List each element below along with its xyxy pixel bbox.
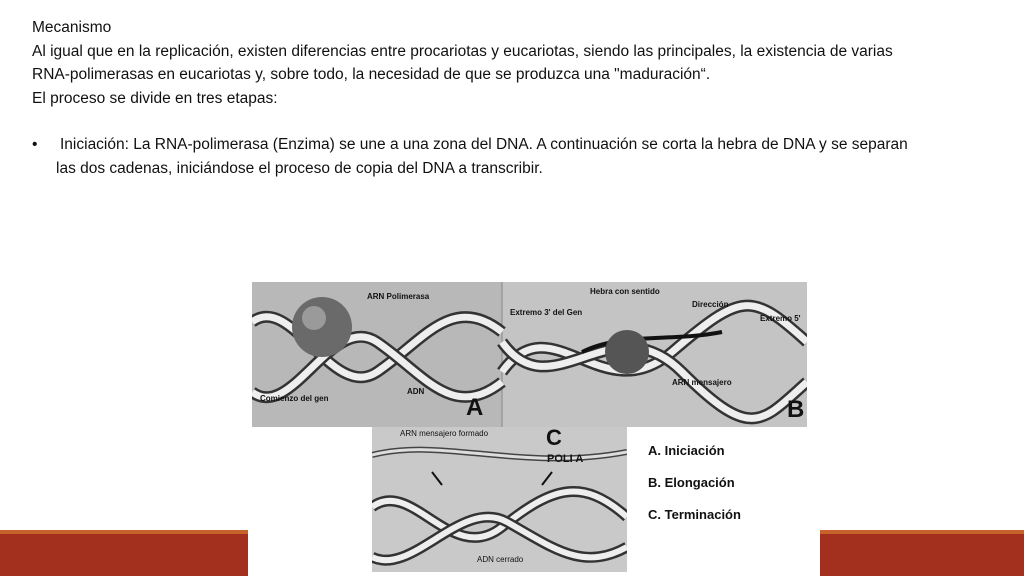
label-comienzo-gen: Comienzo del gen	[260, 394, 329, 403]
label-b: B	[787, 396, 805, 423]
label-direccion: Dirección	[692, 300, 729, 309]
footer-bar-right	[820, 534, 1024, 576]
legend-iniciacion: A. Iniciación	[648, 443, 725, 458]
figure-legend	[628, 427, 807, 534]
slide-title: Mecanismo	[32, 19, 112, 36]
label-extremo-3: Extremo 3' del Gen	[510, 308, 583, 317]
figure-panel-c	[372, 427, 627, 572]
legend-terminacion: C. Terminación	[648, 507, 741, 522]
label-arn-mensajero: ARN mensajero	[672, 378, 732, 387]
bullet-item-iniciacion	[32, 133, 912, 180]
label-hebra-sentido: Hebra con sentido	[590, 287, 660, 296]
label-poli-a: POLI A	[547, 453, 584, 465]
footer-bar-left	[0, 534, 248, 576]
label-adn: ADN	[407, 387, 425, 396]
spacer	[32, 110, 912, 133]
figure-panel-ab	[252, 282, 807, 427]
label-arn-polimerasa: ARN Polimerasa	[367, 292, 430, 301]
stages-intro: El proceso se divide en tres etapas:	[32, 89, 278, 107]
dna-helix-c-illustration	[372, 427, 627, 572]
bullet-text: Iniciación: La RNA-polimerasa (Enzima) se une a una zona del DNA. A continuación se corta la hebra de DNA y se separan las dos cadenas, iniciándose el proceso de copia del DNA a transcribir.	[56, 136, 908, 177]
label-arn-formado: ARN mensajero formado	[400, 429, 489, 438]
intro-paragraph: Al igual que en la replicación, existen diferencias entre procariotas y eucariotas, siendo las principales, la existencia de varias RNA-polimerasas en eucariotas y, sobre todo, la necesidad de que se produzca una "maduración“.	[32, 42, 893, 83]
bullet-dot: •	[32, 136, 38, 153]
slide-text	[32, 16, 912, 180]
label-adn-cerrado: ADN cerrado	[477, 555, 524, 564]
label-a: A	[466, 394, 484, 421]
legend-elongacion: B. Elongación	[648, 475, 735, 490]
label-extremo-5: Extremo 5'	[760, 314, 801, 323]
label-c: C	[546, 427, 562, 450]
